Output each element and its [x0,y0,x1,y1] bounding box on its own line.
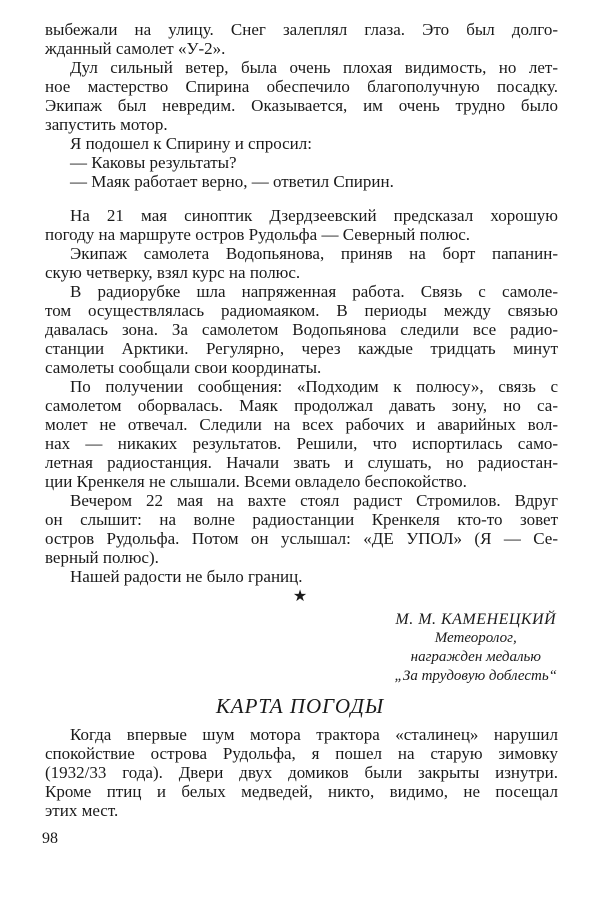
text-line: Дул сильный ветер, была очень плохая видимость, но лет- [70,58,558,77]
text-line: Экипаж самолета Водопьянова, приняв на борт папанин- [70,244,558,263]
text-line: Когда впервые шум мотора трактора «сталинец» нарушил [70,725,558,744]
text-line: Вечером 22 мая на вахте стоял радист Стромилов. Вдруг [70,491,558,510]
paragraph [45,134,558,153]
text-line: этих мест. [45,801,119,820]
paragraph [45,153,558,172]
text-line: погоду на маршруте остров Рудольфа — Северный полюс. [45,225,470,244]
text-line: молет не отвечал. Следили на всех рабочих и аварийных вол- [45,415,558,434]
text-section-2 [45,206,558,586]
text-line: — Маяк работает верно, — ответил Спирин. [70,172,394,191]
paragraph [45,244,558,282]
text-line: Экипаж был невредим. Оказывается, им очень трудно было [45,96,558,115]
paragraph [45,567,558,586]
text-line: Нашей радости не было границ. [70,567,303,586]
text-line: ное мастерство Спирина обеспечило благополучную посадку. [45,77,558,96]
text-line: Я подошел к Спирину и спросил: [70,134,312,153]
text-section-3 [45,725,558,820]
text-line: По получении сообщения: «Подходим к полюсу», связь с [70,377,558,396]
text-line: он слышит: на волне радиостанции Кренкеля кто-то зовет [45,510,558,529]
paragraph [45,58,558,134]
author-name: М. М. КАМЕНЕЦКИЙ [395,611,557,628]
text-line: верный полюс). [45,548,159,567]
text-line: жданный самолет «У-2». [45,39,226,58]
text-line: том осуществлялась радиомаяком. В периоды между связью [45,301,558,320]
text-section-1 [45,20,558,191]
text-line: спокойствие острова Рудольфа, я пошел на старую зимовку [45,744,558,763]
text-line: самолеты сообщали свои координаты. [45,358,322,377]
text-line: ции Кренкеля не слышали. Всеми овладело беспокойство. [45,472,467,491]
text-line: остров Рудольфа. Потом он услышал: «ДЕ УПОЛ» (Я — Се- [45,529,558,548]
paragraph [45,206,558,244]
text-line: скую четверку, взял курс на полюс. [45,263,301,282]
text-line: нах — никаких результатов. Решили, что испортилась само- [45,434,558,453]
paragraph [45,725,558,820]
text-line: самолетом оборвалась. Маяк продолжал давать зону, но са- [45,396,558,415]
paragraph [45,172,558,191]
text-line: Кроме птиц и белых медведей, никто, видимо, не посещал [45,782,558,801]
text-line: В радиорубке шла напряженная работа. Связь с самоле- [70,282,558,301]
author-award-line-1: награжден медалью [410,649,541,665]
text-line: давалась зона. За самолетом Водопьянова следили все радио- [45,320,558,339]
page-number: 98 [42,830,58,847]
author-award-line-2: „За трудовую доблесть“ [394,668,557,684]
text-line: станции Арктики. Регулярно, через каждые тридцать минут [45,339,558,358]
text-line: На 21 мая синоптик Дзердзеевский предсказал хорошую [70,206,558,225]
paragraph [45,491,558,567]
paragraph [45,20,558,58]
text-line: (1932/33 года). Двери двух домиков были закрыты изнутри. [45,763,558,782]
text-line: запустить мотор. [45,115,168,134]
author-block [395,610,557,686]
chapter-title: КАРТА ПОГОДЫ [215,694,385,718]
text-line: летная радиостанция. Начали звать и слушать, но радиостан- [45,453,558,472]
section-separator-star: ★ [292,588,308,605]
paragraph [45,282,558,377]
text-line: — Каковы результаты? [70,153,237,172]
author-role: Метеоролог, [434,630,517,646]
paragraph [45,377,558,491]
text-line: выбежали на улицу. Снег залеплял глаза. Это был долго- [45,20,558,39]
